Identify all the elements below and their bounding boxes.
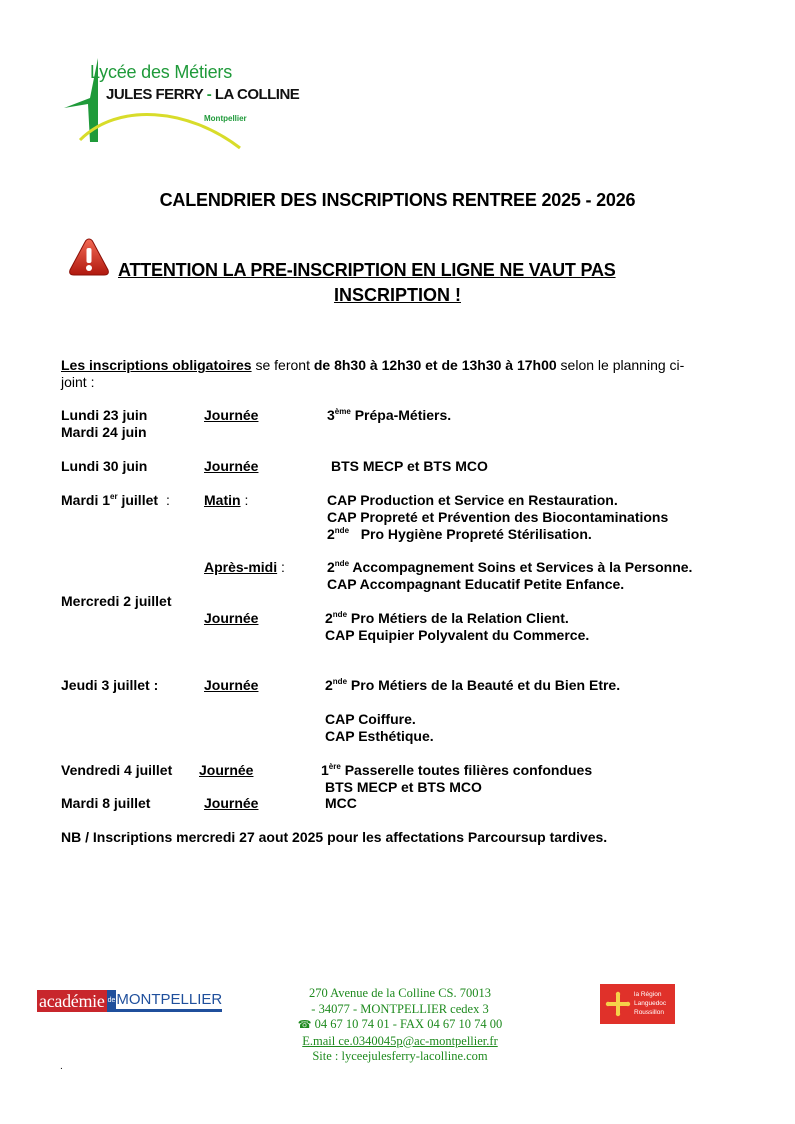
academie-logo [37,990,222,1014]
r1-period: Journée [204,407,259,423]
address-line1: 270 Avenue de la Colline CS. 70013 [308,986,492,1000]
r3-l2: CAP Propreté et Prévention des Biocontaminations [327,509,669,525]
region-cross-icon [605,991,631,1017]
region-text: la Région Languedoc Roussillon [634,991,667,1016]
email-link[interactable]: E.mail ce.0340045p@ac-montpellier.fr [302,1033,498,1048]
warning-line2: INSCRIPTION ! [333,285,461,305]
logo-city: Montpellier [204,114,247,123]
page-title: CALENDRIER DES INSCRIPTIONS RENTREE 2025 - 2026 [159,190,636,210]
r1-text: 3ème Prépa-Métiers. [327,407,452,423]
address-line2: - 34077 - MONTPELLIER cedex 3 [311,1001,489,1016]
academie-city: MONTPELLIER [116,990,222,1012]
r5-period: Journée [204,610,259,626]
logo-line2b: LA COLLINE [214,86,300,103]
r8-day: Mardi 8 juillet [61,795,151,811]
r5-day: Mercredi 2 juillet [61,593,172,609]
r7-l1: 1ère Passerelle toutes filières confondues [321,762,593,778]
logo-line1: Lycée des Métiers [90,62,232,82]
r6-period: Journée [204,677,259,693]
r5-l2: CAP Equipier Polyvalent du Commerce. [325,627,590,643]
r2-day: Lundi 30 juin [61,458,148,474]
page-dot: . [60,1061,63,1072]
r4-l2: CAP Accompagnant Educatif Petite Enfance. [327,576,625,592]
r8-period: Journée [204,795,259,811]
intro-mid2: selon le planning ci- [556,357,685,373]
r6-l3: CAP Esthétique. [325,728,434,744]
r1-day2: Mardi 24 juin [61,424,147,440]
r1-day1: Lundi 23 juin [61,407,148,423]
intro-line2: joint : [61,374,95,390]
academie-word: académie [39,991,105,1011]
r4-period: Après-midi : [204,559,285,575]
intro-text [61,357,721,391]
r5-l1: 2nde Pro Métiers de la Relation Client. [325,610,569,626]
r3-l1: CAP Production et Service en Restauration. [327,492,618,508]
r4-l1: 2nde Accompagnement Soins et Services à la Personne. [327,559,693,575]
region-logo [600,984,675,1024]
warning-icon [68,237,110,277]
phone-icon: ☎ [297,1019,312,1031]
nb-note: NB / Inscriptions mercredi 27 aout 2025 pour les affectations Parcoursup tardives. [61,829,608,845]
r3-colon: : [166,492,170,508]
warning-line1: ATTENTION LA PRE-INSCRIPTION EN LIGNE NE VAUT PAS [118,260,616,280]
logo-line2a: JULES FERRY [106,86,204,103]
r8-text: MCC [325,795,357,811]
r6-l2: CAP Coiffure. [325,711,416,727]
intro-lead: Les inscriptions obligatoires [61,357,252,373]
r3-day: Mardi 1er juillet [61,492,159,508]
r2-text: BTS MECP et BTS MCO [331,458,488,474]
footer-address [270,986,530,1065]
intro-hours: de 8h30 à 12h30 et de 13h30 à 17h00 [313,357,557,373]
r2-period: Journée [204,458,259,474]
r7-day: Vendredi 4 juillet [61,762,173,778]
logo-line2 [106,86,299,103]
r3-l3: 2nde Pro Hygiène Propreté Stérilisation. [327,526,592,542]
r6-l1: 2nde Pro Métiers de la Beauté et du Bien Etre. [325,677,621,693]
r7-period: Journée [199,762,254,778]
r7-l2: BTS MECP et BTS MCO [325,779,482,795]
school-logo [58,50,300,150]
r6-day: Jeudi 3 juillet : [61,677,159,693]
intro-mid1: se feront [251,357,314,373]
academie-de: de [107,990,117,1012]
site-line[interactable]: Site : lyceejulesferry-lacolline.com [312,1049,488,1063]
logo-line2-sep: - [206,86,212,103]
phone-line: ☎ 04 67 10 74 01 - FAX 04 67 10 74 00 [297,1017,503,1031]
r3-period: Matin : [204,492,249,508]
